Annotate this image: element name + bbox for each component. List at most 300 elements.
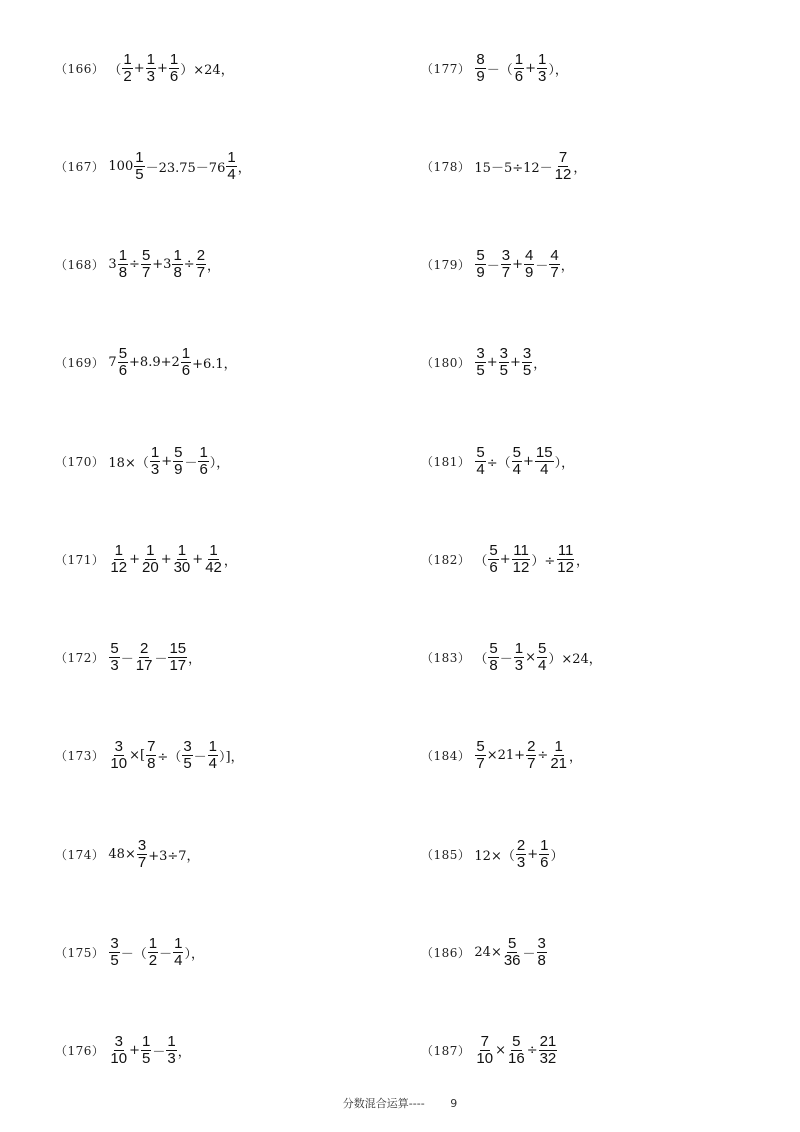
fraction — [141, 1034, 151, 1067]
expression-text: 3 — [108, 257, 117, 272]
expression-text: + — [161, 454, 173, 469]
expression — [474, 838, 563, 871]
fraction — [475, 248, 485, 281]
fraction-numerator: 5 — [141, 247, 151, 264]
fraction-numerator: 1 — [514, 640, 524, 657]
fraction-numerator: 8 — [476, 51, 485, 68]
fraction-denominator: 21 — [550, 755, 568, 772]
fraction-numerator: 4 — [550, 247, 559, 264]
fraction-denominator: 2 — [123, 68, 132, 85]
problem-p169 — [55, 346, 237, 379]
fraction-numerator: 3 — [137, 837, 147, 854]
fraction-denominator: 9 — [476, 68, 485, 85]
fraction-denominator: 5 — [135, 166, 144, 183]
fraction — [556, 543, 575, 576]
fraction-denominator: 3 — [514, 657, 524, 674]
fraction — [512, 543, 531, 576]
fraction-denominator: 9 — [525, 264, 534, 281]
fraction-denominator: 20 — [142, 559, 159, 576]
fraction — [172, 248, 182, 281]
expression-text: + — [133, 61, 145, 76]
fraction — [475, 1034, 494, 1067]
fraction-denominator: 3 — [516, 854, 526, 871]
fraction — [488, 543, 498, 576]
fraction — [539, 1034, 558, 1067]
expression-text: － — [193, 750, 207, 765]
fraction-denominator: 12 — [554, 166, 572, 183]
expression — [474, 1034, 558, 1067]
fraction-denominator: 3 — [538, 68, 547, 85]
fraction-denominator: 30 — [173, 559, 191, 576]
expression-text: ， — [573, 161, 587, 176]
expression — [108, 150, 250, 183]
expression — [474, 248, 573, 281]
expression — [474, 52, 567, 85]
problem-number: （182） — [421, 553, 471, 567]
fraction — [554, 150, 573, 183]
fraction — [549, 739, 568, 772]
problem-number: （183） — [421, 651, 471, 665]
expression — [108, 1034, 190, 1067]
problem-p166 — [55, 52, 234, 85]
fraction-numerator: 1 — [554, 738, 563, 755]
expression-text: － — [120, 652, 134, 667]
fraction-numerator: 2 — [516, 837, 526, 854]
expression-text: － — [522, 947, 536, 962]
fraction-numerator: 1 — [146, 51, 156, 68]
fraction-numerator: 7 — [480, 1033, 489, 1050]
fraction-denominator: 5 — [476, 362, 485, 379]
fraction — [134, 150, 144, 183]
fraction — [514, 641, 524, 674]
fraction-numerator: 3 — [501, 247, 511, 264]
fraction-numerator: 5 — [489, 542, 498, 559]
problem-p170 — [55, 445, 229, 478]
fraction — [173, 445, 183, 478]
footer-title: 分数混合运算---- — [342, 1097, 425, 1110]
fraction-numerator: 1 — [169, 51, 179, 68]
fraction-denominator: 8 — [147, 755, 156, 772]
expression-text: － — [184, 456, 198, 471]
fraction — [475, 445, 485, 478]
fraction — [166, 1034, 176, 1067]
fraction-numerator: 1 — [135, 149, 144, 166]
problem-p173 — [55, 739, 244, 772]
problem-number: （185） — [421, 848, 471, 862]
expression-text: ， — [188, 652, 202, 667]
fraction-denominator: 4 — [540, 461, 549, 478]
fraction-numerator: 5 — [489, 640, 498, 657]
fraction-denominator: 6 — [169, 68, 179, 85]
expression-text: ， — [560, 259, 574, 274]
fraction-numerator: 3 — [183, 738, 192, 755]
expression-text: ÷ — [129, 257, 140, 272]
fraction — [204, 543, 223, 576]
expression-text: + — [129, 552, 140, 567]
fraction-numerator: 2 — [139, 640, 149, 657]
expression-text: 24× — [474, 945, 502, 960]
fraction-denominator: 3 — [150, 461, 160, 478]
problem-number: （177） — [421, 62, 471, 76]
problem-number: （176） — [55, 1044, 105, 1058]
fraction-denominator: 12 — [512, 559, 530, 576]
fraction-denominator: 8 — [537, 952, 546, 969]
fraction — [148, 936, 158, 969]
fraction — [524, 248, 534, 281]
fraction-numerator: 11 — [557, 542, 574, 559]
fraction — [539, 838, 549, 871]
fraction — [118, 248, 128, 281]
expression — [474, 936, 547, 969]
problem-number: （180） — [421, 356, 471, 370]
fraction — [208, 739, 218, 772]
fraction-denominator: 2 — [148, 952, 158, 969]
fraction-denominator: 10 — [110, 1050, 128, 1067]
expression-text: + — [527, 847, 539, 862]
expression-text: ， — [533, 357, 547, 372]
problem-p171 — [55, 543, 237, 576]
fraction-numerator: 11 — [513, 542, 529, 559]
problem-p187 — [421, 1034, 558, 1067]
fraction-numerator: 5 — [538, 640, 547, 657]
expression-text: + — [499, 552, 511, 567]
fraction-numerator: 15 — [169, 640, 187, 657]
expression-text: － — [152, 1045, 166, 1060]
problem-p174 — [55, 838, 200, 871]
problem-number: （172） — [55, 651, 105, 665]
fraction-denominator: 5 — [142, 1050, 151, 1067]
fraction — [475, 346, 485, 379]
fraction — [109, 936, 119, 969]
fraction-numerator: 1 — [148, 935, 158, 952]
expression-text: + — [129, 1043, 140, 1058]
fraction — [514, 52, 524, 85]
problem-number: （187） — [421, 1044, 471, 1058]
expression-text: ） — [550, 849, 564, 864]
expression-text: + — [160, 552, 172, 567]
expression — [474, 445, 574, 478]
fraction-denominator: 6 — [181, 362, 191, 379]
fraction — [109, 1034, 128, 1067]
expression — [474, 346, 546, 379]
fraction-denominator: 6 — [540, 854, 549, 871]
expression-text: ， — [223, 554, 237, 569]
fraction — [507, 1034, 526, 1067]
expression-text: ， — [207, 259, 221, 274]
fraction-numerator: 5 — [110, 640, 119, 657]
fraction-numerator: 1 — [181, 345, 191, 362]
fraction — [141, 248, 151, 281]
fraction — [535, 445, 554, 478]
expression — [108, 936, 204, 969]
problem-number: （184） — [421, 749, 471, 763]
expression-text: － — [159, 947, 173, 962]
fraction-numerator: 5 — [512, 444, 521, 461]
fraction-numerator: 5 — [174, 444, 183, 461]
problem-p176 — [55, 1034, 191, 1067]
expression — [474, 739, 582, 772]
fraction — [196, 248, 206, 281]
problem-p181 — [421, 445, 574, 478]
expression — [108, 739, 243, 772]
fraction-denominator: 9 — [174, 461, 183, 478]
problem-p178 — [421, 150, 586, 183]
fraction — [109, 543, 128, 576]
expression-text: ×[ — [129, 748, 146, 763]
expression-text: ）， — [554, 456, 575, 471]
problem-p183 — [421, 641, 602, 674]
expression-text: － — [535, 259, 549, 274]
fraction-denominator: 7 — [476, 755, 485, 772]
fraction-denominator: 4 — [538, 657, 547, 674]
expression — [108, 248, 220, 281]
expression-text: －（ — [120, 947, 147, 962]
problem-number: （175） — [55, 946, 105, 960]
fraction — [501, 248, 511, 281]
fraction-denominator: 36 — [503, 952, 521, 969]
fraction — [146, 739, 156, 772]
fraction-denominator: 6 — [199, 461, 208, 478]
fraction-numerator: 3 — [110, 935, 119, 952]
fraction-denominator: 4 — [476, 461, 485, 478]
problem-number: （179） — [421, 258, 471, 272]
problem-number: （168） — [55, 258, 105, 272]
fraction-numerator: 4 — [525, 247, 534, 264]
problem-p167 — [55, 150, 251, 183]
expression-text: ）÷ — [531, 554, 556, 569]
expression-text: －（ — [486, 63, 513, 78]
fraction-denominator: 10 — [110, 755, 128, 772]
expression-text: ， — [237, 161, 251, 176]
fraction — [168, 641, 187, 674]
expression-text: +6.1， — [192, 357, 237, 372]
fraction — [150, 445, 160, 478]
expression — [474, 543, 589, 576]
expression-text: + — [525, 61, 537, 76]
expression-text: 7 — [108, 355, 117, 370]
expression-text: ）， — [184, 947, 204, 962]
expression-text: ， — [177, 1045, 191, 1060]
fraction-denominator: 9 — [476, 264, 485, 281]
fraction-numerator: 3 — [522, 345, 532, 362]
expression-text: ）]， — [219, 750, 244, 765]
expression-text: ÷ — [537, 748, 549, 763]
fraction — [503, 936, 522, 969]
expression-text: 15－5÷12－ — [474, 161, 553, 176]
expression-text: 12×（ — [474, 849, 515, 864]
fraction-denominator: 8 — [118, 264, 128, 281]
expression — [108, 838, 199, 871]
fraction-denominator: 32 — [539, 1050, 557, 1067]
fraction — [526, 739, 536, 772]
expression-text: × — [525, 650, 537, 665]
problem-number: （178） — [421, 160, 471, 174]
fraction — [226, 150, 236, 183]
fraction — [109, 641, 119, 674]
fraction — [475, 739, 485, 772]
expression-text: ÷ — [526, 1043, 538, 1058]
page-footer — [0, 1095, 800, 1111]
fraction-denominator: 12 — [557, 559, 574, 576]
fraction-denominator: 5 — [522, 362, 532, 379]
expression-text: 48× — [108, 847, 136, 862]
expression-text: （ — [474, 652, 488, 667]
expression-text: ， — [575, 554, 589, 569]
problem-p185 — [421, 838, 563, 871]
fraction — [169, 52, 179, 85]
problem-number: （166） — [55, 62, 105, 76]
expression-text: －23.75－76 — [145, 161, 226, 176]
fraction-numerator: 1 — [114, 542, 123, 559]
expression-text: ）， — [209, 456, 230, 471]
expression-text: ）×24， — [180, 63, 234, 78]
problem-p182 — [421, 543, 589, 576]
problem-p172 — [55, 641, 201, 674]
fraction-numerator: 5 — [512, 1033, 521, 1050]
problem-number: （169） — [55, 356, 105, 370]
problem-number: （181） — [421, 455, 471, 469]
problem-number: （174） — [55, 848, 105, 862]
fraction — [173, 543, 192, 576]
fraction-denominator: 5 — [183, 755, 192, 772]
fraction-numerator: 5 — [508, 935, 517, 952]
expression-text: （ — [474, 554, 488, 569]
fraction-denominator: 8 — [173, 264, 182, 281]
fraction-numerator: 21 — [539, 1033, 557, 1050]
fraction-numerator: 3 — [537, 935, 546, 952]
fraction-denominator: 16 — [508, 1050, 525, 1067]
fraction-denominator: 3 — [146, 68, 156, 85]
fraction-numerator: 15 — [535, 444, 553, 461]
fraction — [182, 739, 192, 772]
expression-text: ， — [569, 750, 583, 765]
problem-p179 — [421, 248, 574, 281]
problem-p177 — [421, 52, 568, 85]
expression-text: － — [499, 652, 513, 667]
fraction-numerator: 1 — [150, 444, 160, 461]
fraction-numerator: 1 — [208, 738, 218, 755]
fraction — [109, 739, 128, 772]
fraction — [488, 641, 498, 674]
expression — [108, 445, 229, 478]
expression-text: +8.9+2 — [129, 355, 180, 370]
fraction-denominator: 4 — [227, 166, 236, 183]
expression-text: ÷ — [183, 257, 195, 272]
fraction-numerator: 1 — [538, 51, 547, 68]
fraction-denominator: 3 — [167, 1050, 176, 1067]
fraction — [537, 641, 547, 674]
expression-text: ÷（ — [486, 456, 511, 471]
fraction-denominator: 4 — [208, 755, 218, 772]
problem-p175 — [55, 936, 204, 969]
fraction — [141, 543, 160, 576]
fraction-numerator: 5 — [118, 345, 128, 362]
expression-text: － — [154, 652, 168, 667]
fraction-numerator: 1 — [177, 542, 187, 559]
fraction — [516, 838, 526, 871]
problem-number: （171） — [55, 553, 105, 567]
fraction — [537, 936, 547, 969]
expression-text: × — [495, 1043, 506, 1058]
fraction-denominator: 7 — [137, 854, 147, 871]
expression-text: + — [512, 257, 524, 272]
expression-text: 18×（ — [108, 456, 149, 471]
fraction-denominator: 17 — [169, 657, 187, 674]
fraction-numerator: 3 — [476, 345, 485, 362]
fraction-denominator: 12 — [110, 559, 128, 576]
expression-text: + — [523, 454, 534, 469]
expression — [108, 543, 236, 576]
fraction-numerator: 2 — [196, 247, 206, 264]
fraction — [173, 936, 183, 969]
fraction-numerator: 1 — [174, 935, 183, 952]
expression-text: + — [157, 61, 168, 76]
fraction-numerator: 5 — [476, 247, 485, 264]
expression-text: ）×24， — [548, 652, 602, 667]
fraction-denominator: 7 — [196, 264, 206, 281]
fraction-denominator: 7 — [501, 264, 511, 281]
expression — [108, 346, 236, 379]
fraction-denominator: 10 — [476, 1050, 494, 1067]
fraction-numerator: 1 — [199, 444, 208, 461]
fraction-numerator: 1 — [540, 837, 549, 854]
problem-number: （186） — [421, 946, 471, 960]
fraction-numerator: 1 — [167, 1033, 176, 1050]
fraction-numerator: 7 — [558, 149, 568, 166]
fraction — [118, 346, 128, 379]
fraction — [522, 346, 532, 379]
expression-text: +3 — [152, 257, 172, 272]
expression-text: + — [486, 355, 498, 370]
fraction-numerator: 3 — [114, 738, 123, 755]
problem-number: （173） — [55, 749, 105, 763]
fraction — [475, 52, 485, 85]
expression-text: + — [510, 355, 521, 370]
fraction-numerator: 1 — [173, 247, 182, 264]
fraction-numerator: 3 — [114, 1033, 123, 1050]
expression — [474, 150, 586, 183]
fraction-denominator: 7 — [527, 755, 536, 772]
page-number: 9 — [450, 1097, 458, 1110]
fraction — [181, 346, 191, 379]
fraction-numerator: 1 — [227, 149, 236, 166]
expression-text: ×21+ — [486, 748, 526, 763]
fraction-denominator: 6 — [489, 559, 498, 576]
fraction-denominator: 6 — [118, 362, 128, 379]
problem-p180 — [421, 346, 546, 379]
expression — [108, 641, 201, 674]
fraction — [549, 248, 559, 281]
expression — [108, 52, 233, 85]
fraction-denominator: 42 — [205, 559, 222, 576]
fraction — [146, 52, 156, 85]
fraction — [499, 346, 509, 379]
fraction-denominator: 7 — [550, 264, 559, 281]
fraction-numerator: 2 — [527, 738, 536, 755]
fraction-denominator: 4 — [512, 461, 521, 478]
fraction-denominator: 5 — [110, 952, 119, 969]
fraction — [512, 445, 522, 478]
fraction-numerator: 5 — [476, 444, 485, 461]
problem-p184 — [421, 739, 582, 772]
fraction-denominator: 7 — [141, 264, 151, 281]
fraction-numerator: 1 — [146, 542, 155, 559]
problem-number: （167） — [55, 160, 105, 174]
fraction — [122, 52, 132, 85]
expression-text: ）， — [548, 63, 568, 78]
fraction-numerator: 1 — [118, 247, 128, 264]
fraction-denominator: 3 — [110, 657, 119, 674]
